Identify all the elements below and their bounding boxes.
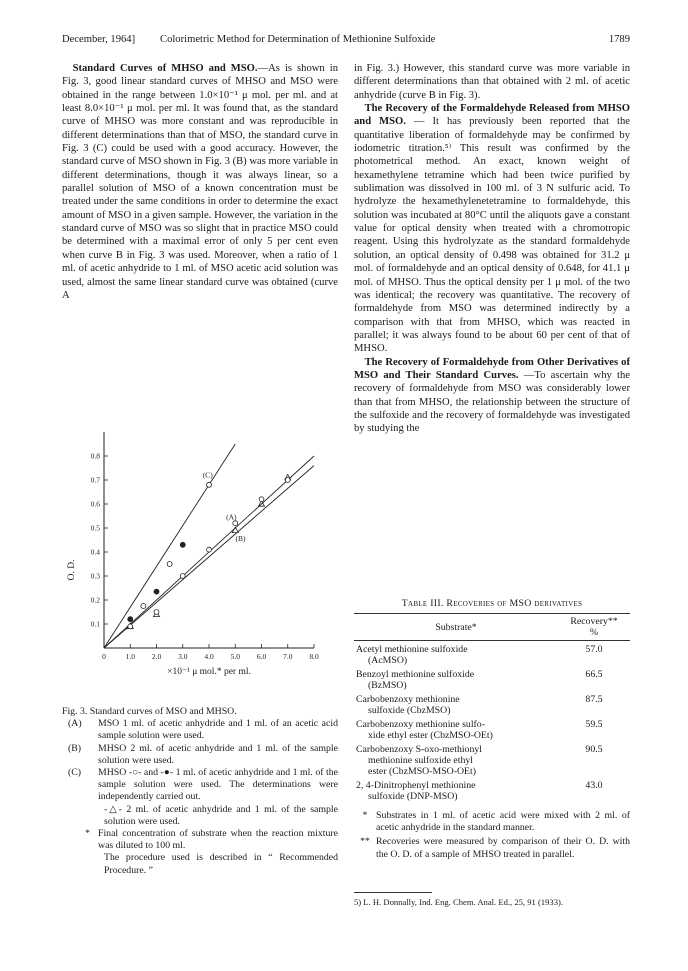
curve-label: (B) <box>235 534 246 544</box>
cell-line: Benzoyl methionine sulfoxide <box>356 669 475 680</box>
x-tick-label: 1.0 <box>125 652 135 661</box>
x-tick-label: 8.0 <box>309 652 319 661</box>
table-cell-recovery: 43.0 <box>585 780 603 791</box>
data-point-filled-circle <box>180 542 185 547</box>
chart-svg <box>62 420 338 680</box>
y-tick-label: 0.1 <box>90 619 100 629</box>
header-title: Colorimetric Method for Determination of Methionine Sulfoxide <box>160 34 436 45</box>
table-title: Table III. Recoveries of MSO derivatives <box>401 598 583 609</box>
caption-item-a <box>62 718 338 742</box>
table-header-recovery <box>558 616 630 638</box>
series-line-1 <box>104 466 314 648</box>
paragraph-text: — It has previously been reported that the quantitative liberation of formaldehyde may be confirmed by iodometric titration.⁵⁾ This result was confirmed by the photometrical method. An exact, known weight of hexamethylene tetramine which had been twice purified by sublimation was dissolved in 100 ml. of 3 N sulfuric acid. To hydrolyze the hexamethylenetetramine to formaldehyde, this solution was incubated at 80°C until the aliquots gave a constant value for optical density when treated with a chromotropic reagent. Using this hydrolyzate as the standard formaldehyde solution, an optical density of 0.498 was obtained for 31.2 μ mol. of formaldehyde and an optical density of 0.648, for 41.1 μ mol. of MHSO. Thus the optical density per 1 μ mol. of the two was identical; the recovery was quantitative. The recovery of formaldehyde from MSO was determined indirectly by a comparison with that from MHSO, which was reacted in parallel; it was always found to be about 60 per cent of that of MHSO. <box>354 116 630 355</box>
x-tick-label: 5.0 <box>230 652 240 661</box>
header-date: December, 1964] <box>62 34 136 45</box>
y-tick-label: 0.2 <box>90 595 100 605</box>
footnote <box>354 892 630 908</box>
table-iii <box>354 598 630 861</box>
caption-triangle-note: -△- 2 ml. of acetic anhydride and 1 ml. of the sample solution were used. <box>104 803 338 827</box>
table-cell-substrate <box>354 644 558 666</box>
cell-line: methionine sulfoxide ethyl <box>368 755 474 766</box>
running-header <box>62 34 630 50</box>
data-point-open-circle <box>128 624 133 629</box>
cell-line: Carbobenzoxy methionine sulfo- <box>356 719 485 730</box>
caption-text: Final concentration of substrate when the reaction mixture was diluted to 100 ml. <box>98 828 338 852</box>
cell-line: ester (CbzMSO-MSO-OEt) <box>368 766 477 777</box>
table-notes <box>354 810 630 861</box>
cell-line: Carbobenzoxy methionine <box>356 694 460 705</box>
section-heading: The Recovery of Formaldehyde from Other Derivatives of MSO and Their Standard Curves. <box>354 356 630 381</box>
table-cell-substrate <box>354 719 558 741</box>
table-note <box>354 810 630 834</box>
paragraph-continued: in Fig. 3.) However, this standard curve was more variable in different determinations than that obtained with 2 ml. of acetic anhydride (curve B in Fig. 3). <box>354 63 630 101</box>
data-point-open-circle <box>167 562 172 567</box>
table-row <box>354 744 630 777</box>
paragraph-recovery-mhso <box>354 102 630 356</box>
section-heading: The Recovery of the Formaldehyde Released from MHSO and MSO. <box>354 103 630 128</box>
note-text: Recoveries were measured by comparison of their O. D. with the O. D. of a sample of MHSO treated in parallel. <box>376 836 630 860</box>
data-point-filled-circle <box>128 617 133 622</box>
figure-3 <box>62 420 338 680</box>
figure-caption <box>62 706 338 877</box>
table-row <box>354 644 630 666</box>
table-cell-recovery: 57.0 <box>585 644 603 655</box>
data-point-open-circle <box>180 574 185 579</box>
data-point-open-circle <box>207 482 212 487</box>
caption-key: (B) <box>68 742 82 754</box>
note-key: ** <box>360 836 370 848</box>
table-header-recovery-unit: % <box>589 627 599 638</box>
paragraph-recovery-derivatives <box>354 356 630 436</box>
curve-label: (C) <box>202 470 213 480</box>
right-column <box>354 62 630 436</box>
y-tick-label: 0.4 <box>90 547 100 557</box>
paragraph-text: —As is shown in Fig. 3, good linear standard curves of MHSO and MSO were obtained in the range between 1.0×10⁻¹ μ mol. per ml. and at least 8.0×10⁻¹ μ mol. per ml. It was found that, as the standard curve of MHSO was more constant and was reproducible in different determinations than that of MSO, the standard curve in Fig. 3 (C) could be used with a good accuracy. However, the standard curve of MSO shown in Fig. 3 (B) was more variable in different determinations, though it was always linear, so a parallel solution of MSO of a known concentration must be treated under the same conditions in order to determine the exact amount of MSO in a given sample. However, the variation in the standard curve of MSO was so slight that in practice MSO could be determined with a maximal error of only 5 per cent even when curve B in Fig. 3 was used. Moreover, when a ratio of 1 ml. of acetic anhydride to 1 ml. of MSO acetic acid solution was used, almost the same linear standard curve was obtained (curve A <box>62 63 338 301</box>
caption-item-star <box>62 828 338 852</box>
caption-item-b <box>62 743 338 767</box>
caption-key: (C) <box>68 767 82 779</box>
table-cell-substrate <box>354 694 558 716</box>
page-number: 1789 <box>608 34 630 45</box>
table-cell-substrate <box>354 744 558 777</box>
caption-item-c <box>62 767 338 804</box>
cell-line: sulfoxide (CbzMSO) <box>368 705 451 716</box>
cell-line: Acetyl methionine sulfoxide <box>356 644 468 655</box>
table-row <box>354 780 630 802</box>
y-tick-label: 0.8 <box>90 451 100 461</box>
table-header-substrate: Substrate* <box>435 621 477 633</box>
table-cell-recovery: 87.5 <box>585 694 603 705</box>
cell-line: (BzMSO) <box>368 680 407 691</box>
y-axis-label: O. D. <box>67 559 77 581</box>
footnote-text: 5) L. H. Donnally, Ind. Eng. Chem. Anal. Ed., 25, 91 (1933). <box>354 897 564 907</box>
data-point-open-circle <box>141 604 146 609</box>
caption-text: MHSO 2 ml. of acetic anhydride and 1 ml. of the sample solution were used. <box>98 742 338 766</box>
table-header-rule <box>354 640 630 641</box>
x-axis-label: ×10⁻¹ μ mol.* per ml. <box>167 667 251 677</box>
left-column <box>62 62 338 302</box>
table-cell-recovery: 59.5 <box>585 719 603 730</box>
x-tick-label: 6.0 <box>256 652 267 661</box>
caption-key: * <box>85 828 90 840</box>
caption-title: Fig. 3. Standard curves of MSO and MHSO. <box>62 706 237 717</box>
x-tick-label: 0 <box>102 652 106 661</box>
paragraph-standard-curves <box>62 62 338 302</box>
data-point-open-circle <box>154 610 159 615</box>
section-heading: Standard Curves of MHSO and MSO. <box>72 63 258 74</box>
table-row <box>354 719 630 741</box>
y-tick-label: 0.6 <box>90 499 100 509</box>
x-tick-label: 7.0 <box>283 652 293 661</box>
data-point-open-circle <box>207 547 212 552</box>
table-header-row <box>354 614 630 640</box>
curve-label: (A) <box>226 512 237 522</box>
x-tick-label: 2.0 <box>151 652 162 661</box>
footnote-rule <box>354 892 432 893</box>
paragraph-text: —To ascertain why the recovery of formaldehyde from MSO was considerably lower than that from MHSO, the relationship between the structure of the sulfoxide and the recovery of formaldehyde was investigated by studying the <box>354 369 630 435</box>
cell-line: xide ethyl ester (CbzMSO-OEt) <box>368 730 493 741</box>
x-tick-label: 4.0 <box>204 652 214 661</box>
table-cell-recovery: 66.5 <box>585 669 603 680</box>
table-note <box>354 836 630 860</box>
cell-line: 2, 4-Dinitrophenyl methionine <box>356 780 476 791</box>
cell-line: (AcMSO) <box>368 655 408 666</box>
y-tick-label: 0.3 <box>90 571 100 581</box>
table-header-recovery-label: Recovery** <box>570 616 618 627</box>
data-point-open-circle <box>259 497 264 502</box>
cell-line: Carbobenzoxy S-oxo-methionyl <box>356 744 482 755</box>
caption-procedure: The procedure used is described in “ Recommended Procedure. ” <box>104 852 338 876</box>
cell-line: sulfoxide (DNP-MSO) <box>368 791 458 802</box>
table-cell-substrate <box>354 669 558 691</box>
x-tick-label: 3.0 <box>178 652 188 661</box>
caption-text: MSO 1 ml. of acetic anhydride and 1 ml. of an acetic acid sample solution were used. <box>98 718 338 742</box>
caption-text: MHSO -○- and -●- 1 ml. of acetic anhydride and 1 ml. of the sample solution were used. The determinations were independently carried out. <box>98 767 338 803</box>
y-tick-label: 0.5 <box>90 523 100 533</box>
y-tick-label: 0.7 <box>90 475 100 485</box>
caption-key: (A) <box>68 718 82 730</box>
data-point-open-circle <box>285 478 290 483</box>
table-row <box>354 694 630 716</box>
table-cell-substrate <box>354 780 558 802</box>
note-text: Substrates in 1 ml. of acetic acid were mixed with 2 ml. of acetic anhydride in the standard manner. <box>376 810 630 834</box>
note-key: * <box>362 810 368 821</box>
table-cell-recovery: 90.5 <box>585 744 603 755</box>
table-row <box>354 669 630 691</box>
data-point-filled-circle <box>154 589 159 594</box>
